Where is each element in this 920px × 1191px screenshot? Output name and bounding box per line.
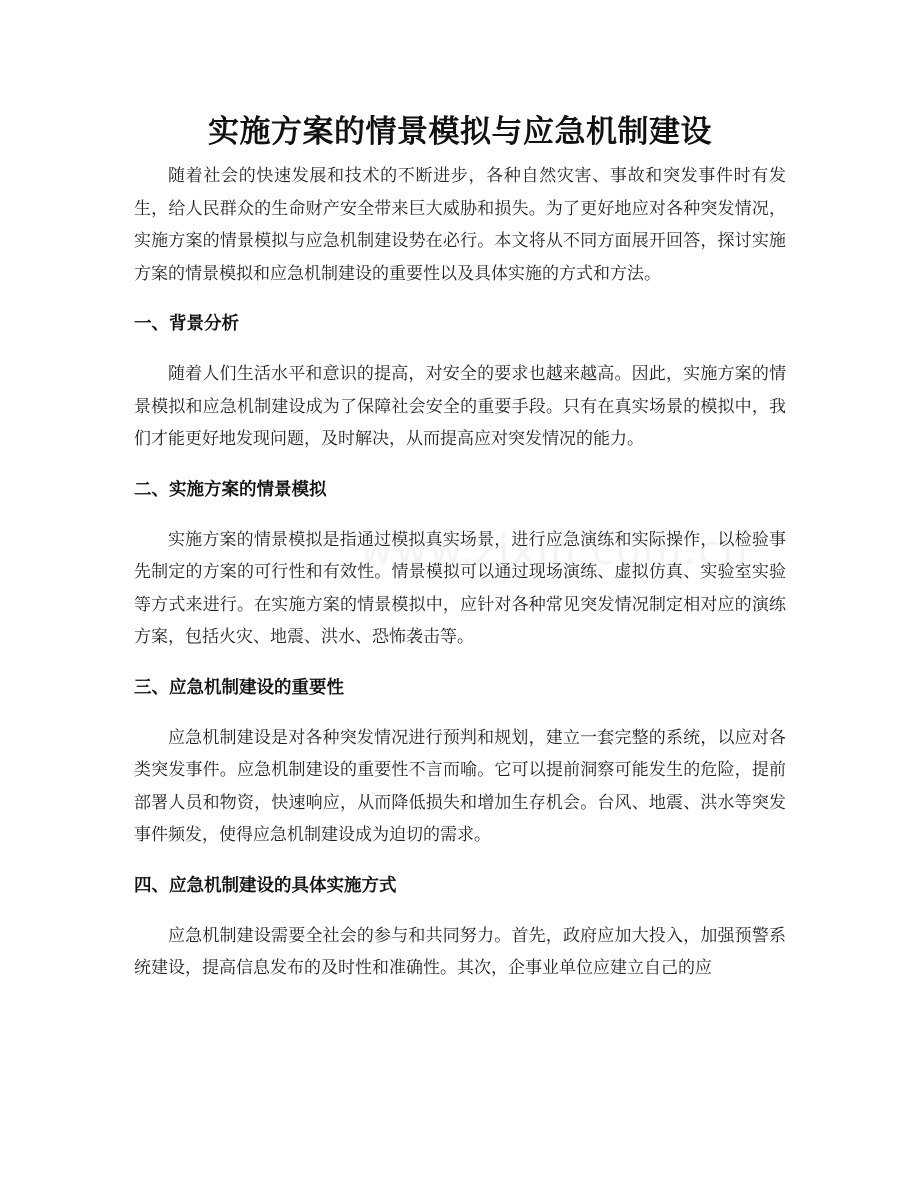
document-body <box>134 160 786 1005</box>
section-body-background: 随着人们生活水平和意识的提高，对安全的要求也越来越高。因此，实施方案的情景模拟和应急机制建设成为了保障社会安全的重要手段。只有在真实场景的模拟中，我们才能更好地发现问题，及时解决，从而提高应对突发情况的能力。 <box>134 364 786 449</box>
intro-paragraph: 随着社会的快速发展和技术的不断进步，各种自然灾害、事故和突发事件时有发生，给人民群众的生命财产安全带来巨大威胁和损失。为了更好地应对各种突发情况，实施方案的情景模拟与应急机制建设势在必行。本文将从不同方面展开回答，探讨实施方案的情景模拟和应急机制建设的重要性以及具体实施的方式和方法。 <box>134 166 786 284</box>
section-body-importance: 应急机制建设是对各种突发情况进行预判和规划，建立一套完整的系统，以应对各类突发事件。应急机制建设的重要性不言而喻。它可以提前洞察可能发生的危险，提前部署人员和物资，快速响应，从而降低损失和增加生存机会。台风、地震、洪水等突发事件频发，使得应急机制建设成为迫切的需求。 <box>134 727 786 845</box>
section-heading-implementation: 四、应急机制建设的具体实施方式 <box>134 875 397 896</box>
section-heading-background: 一、背景分析 <box>134 314 239 334</box>
section-heading-importance: 三、应急机制建设的重要性 <box>134 677 344 698</box>
section-heading-scenario-simulation: 二、实施方案的情景模拟 <box>134 479 327 500</box>
section-body-scenario-simulation: 实施方案的情景模拟是指通过模拟真实场景，进行应急演练和实际操作，以检验事先制定的方案的可行性和有效性。情景模拟可以通过现场演练、虚拟仿真、实验室实验等方式来进行。在实施方案的情景模拟中，应针对各种常见突发情况制定相对应的演练方案，包括火灾、地震、洪水、恐怖袭击等。 <box>134 529 786 647</box>
document-title: 实施方案的情景模拟与应急机制建设 <box>208 114 712 150</box>
section-body-implementation: 应急机制建设需要全社会的参与和共同努力。首先，政府应加大投入，加强预警系统建设，提高信息发布的及时性和准确性。其次，企事业单位应建立自己的应 <box>134 925 786 978</box>
